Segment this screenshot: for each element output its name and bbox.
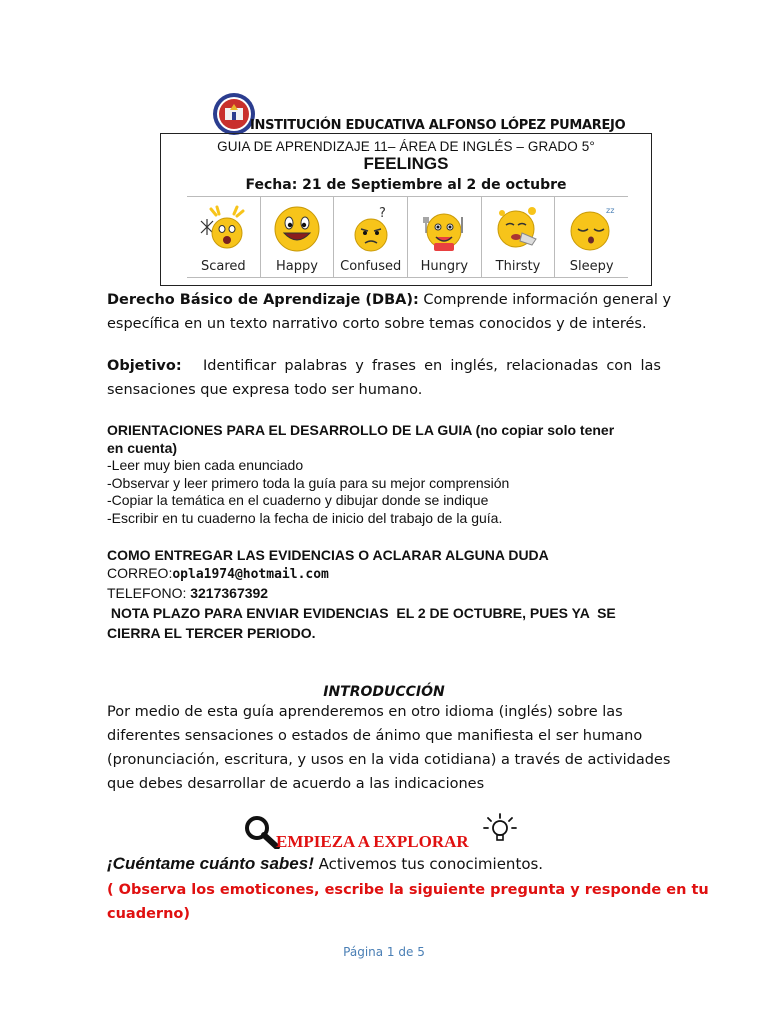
email-address[interactable]: opla1974@hotmail.com bbox=[172, 567, 329, 582]
orientations-heading-2: en cuenta) bbox=[107, 439, 178, 456]
dba-label: Derecho Básico de Aprendizaje (DBA): bbox=[107, 292, 419, 308]
topic-title: FEELINGS bbox=[363, 154, 449, 173]
emotion-cell bbox=[408, 197, 482, 277]
deadline-note-1: NOTA PLAZO PARA ENVIAR EVIDENCIAS EL 2 DE OCTUBRE, PUES YA SE bbox=[107, 605, 616, 621]
delivery-heading: COMO ENTREGAR LAS EVIDENCIAS O ACLARAR ALGUNA DUDA bbox=[107, 547, 549, 563]
emotions-table bbox=[187, 196, 628, 278]
objective-text-2: sensaciones que expresa todo ser humano. bbox=[107, 382, 423, 398]
sleepy-emoji-icon bbox=[566, 203, 618, 255]
emotion-label: Happy bbox=[276, 259, 318, 274]
emotion-cell bbox=[261, 197, 335, 277]
intro-paragraph bbox=[107, 700, 687, 796]
emotion-label: Sleepy bbox=[569, 259, 614, 274]
emotion-label: Thirsty bbox=[495, 259, 541, 274]
happy-emoji-icon bbox=[271, 203, 323, 255]
date-range: Fecha: 21 de Septiembre al 2 de octubre bbox=[245, 177, 567, 193]
intro-heading: INTRODUCCIÓN bbox=[323, 684, 445, 700]
hungry-emoji-icon bbox=[418, 203, 470, 255]
emotion-cell bbox=[334, 197, 408, 277]
phone-label: TELEFONO: bbox=[107, 585, 191, 601]
scared-emoji-icon bbox=[197, 203, 249, 255]
dba-text-1: Comprende información general y bbox=[418, 292, 672, 308]
question-line bbox=[107, 854, 543, 874]
orientation-item: -Escribir en tu cuaderno la fecha de inicio del trabajo de la guía. bbox=[107, 509, 503, 526]
instruction-line-1: ( Observa los emoticones, escribe la siguiente pregunta y responde en tu bbox=[107, 882, 709, 898]
objective-label: Objetivo: bbox=[107, 358, 182, 374]
intro-line: Por medio de esta guía aprenderemos en otro idioma (inglés) sobre las bbox=[107, 704, 623, 720]
dba-text-2: específica en un texto narrativo corto sobre temas conocidos y de interés. bbox=[107, 316, 647, 332]
instruction-text bbox=[107, 878, 709, 926]
emotion-label: Hungry bbox=[420, 259, 469, 274]
deadline-note-2: CIERRA EL TERCER PERIODO. bbox=[107, 625, 316, 641]
intro-line: diferentes sensaciones o estados de ánimo que manifiesta el ser humano bbox=[107, 728, 643, 744]
objective-text-1: Identificar palabras y frases en inglés, relacionadas con las bbox=[203, 358, 661, 374]
phone-number: 3217367392 bbox=[190, 585, 269, 601]
emotion-cell bbox=[482, 197, 556, 277]
explore-heading: EMPIEZA A EXPLORAR bbox=[276, 832, 469, 851]
lightbulb-icon bbox=[482, 812, 518, 848]
delivery-section bbox=[107, 546, 667, 642]
svg-text:zz: zz bbox=[605, 206, 615, 215]
objective-section bbox=[107, 354, 661, 402]
emotion-label: Scared bbox=[200, 259, 246, 274]
guide-title: GUIA DE APRENDIZAJE 11– ÁREA DE INGLÉS – GRADO 5° bbox=[217, 139, 595, 154]
confused-emoji-icon bbox=[345, 203, 397, 255]
question-rest: Activemos tus conocimientos. bbox=[313, 855, 544, 873]
orientation-item: -Observar y leer primero toda la guía para su mejor comprensión bbox=[107, 474, 510, 491]
orientation-item: -Copiar la temática en el cuaderno y dibujar donde se indique bbox=[107, 492, 489, 508]
orientation-item: -Leer muy bien cada enunciado bbox=[107, 457, 304, 473]
question-bold: ¡Cuéntame cuánto sabes! bbox=[107, 854, 314, 873]
orientations-section bbox=[107, 422, 667, 527]
title-box bbox=[160, 133, 652, 286]
school-name: INSTITUCIÓN EDUCATIVA ALFONSO LÓPEZ PUMAREJO bbox=[250, 118, 626, 133]
emotion-label: Confused bbox=[340, 259, 402, 274]
intro-line: que debes desarrollar de acuerdo a las indicaciones bbox=[107, 776, 485, 792]
email-label: CORREO: bbox=[107, 565, 173, 581]
emotion-cell bbox=[555, 197, 628, 277]
page-number: Página 1 de 5 bbox=[343, 945, 425, 959]
instruction-line-2: cuaderno) bbox=[107, 906, 190, 922]
magnifier-icon bbox=[244, 815, 280, 849]
svg-text:?: ? bbox=[378, 206, 386, 221]
dba-section bbox=[107, 288, 672, 336]
orientations-heading-1: ORIENTACIONES PARA EL DESARROLLO DE LA GUIA (no copiar solo tener bbox=[107, 422, 615, 438]
thirsty-emoji-icon bbox=[492, 203, 544, 255]
intro-line: (pronunciación, escritura, y usos en la vida cotidiana) a través de actividades bbox=[107, 752, 671, 768]
emotion-cell bbox=[187, 197, 261, 277]
